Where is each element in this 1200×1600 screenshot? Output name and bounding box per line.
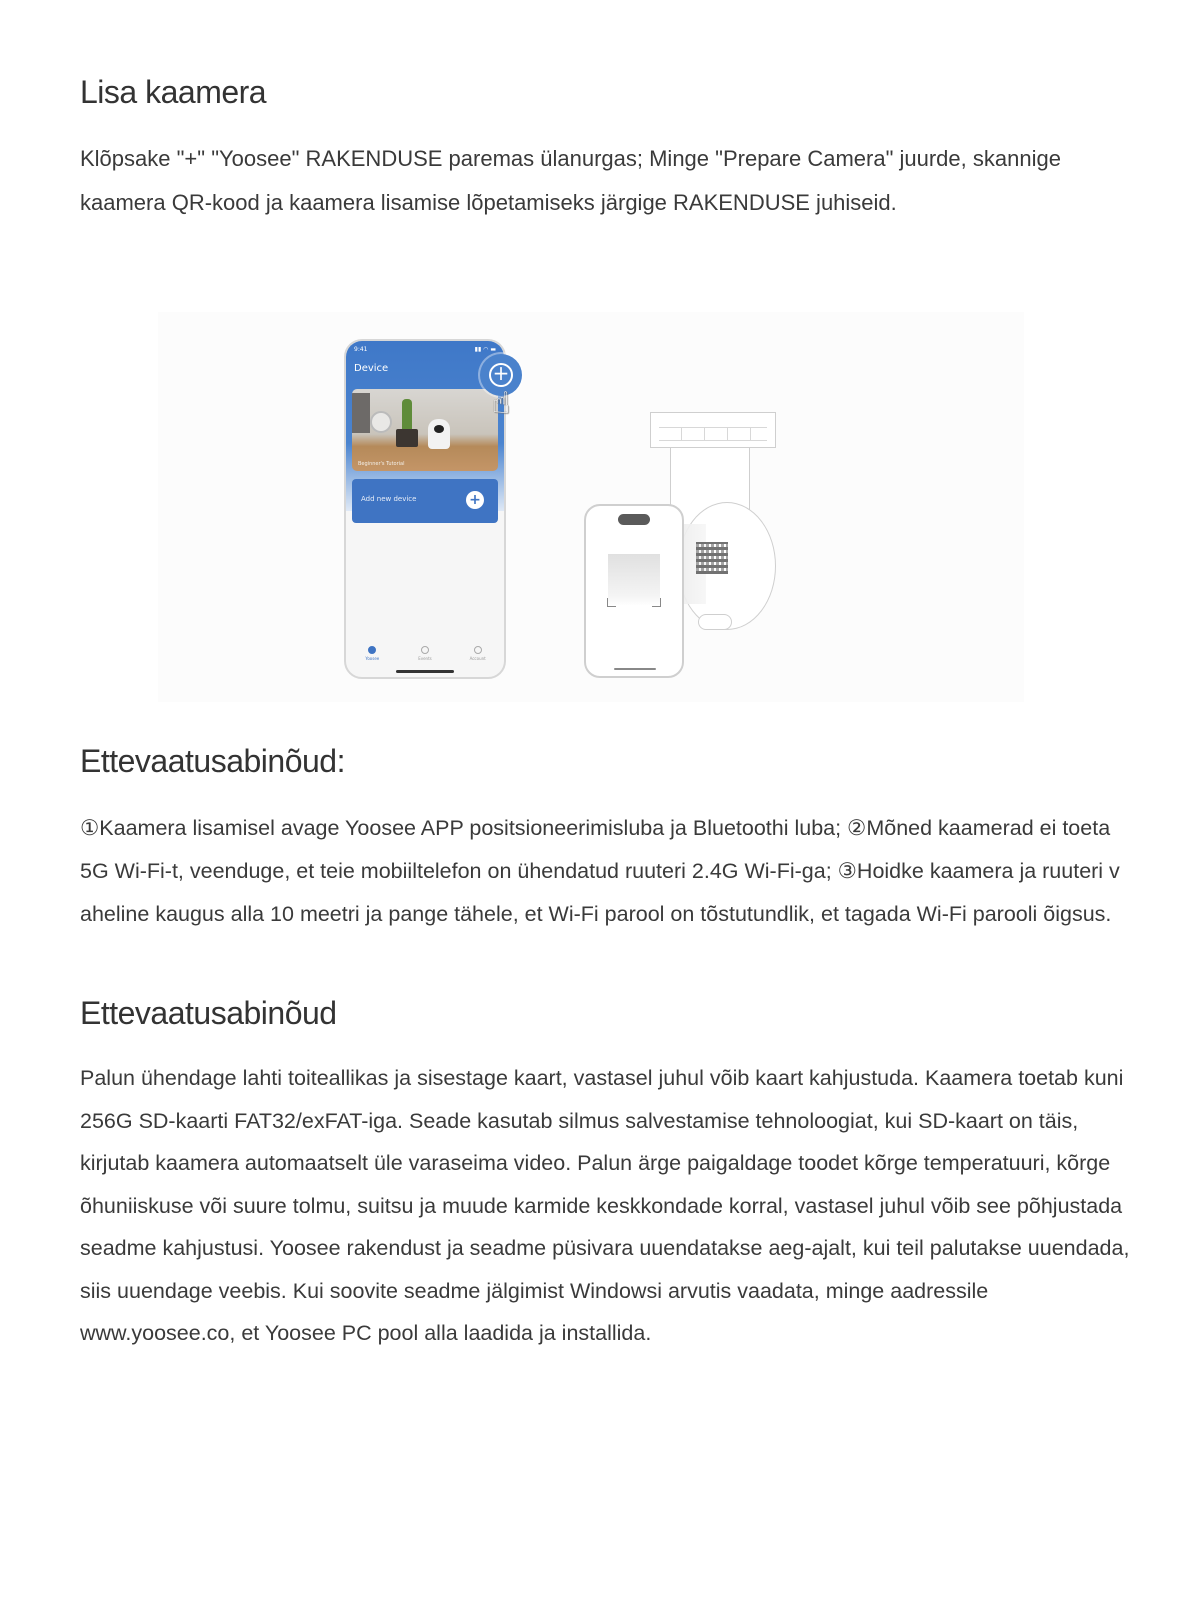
qr-code-icon [696, 542, 728, 574]
pointing-hand-icon: ☝ [492, 386, 511, 421]
section-title-add-camera: Lisa kaamera [80, 74, 267, 110]
camera-tab-icon [368, 646, 376, 654]
pot-shape [396, 429, 418, 447]
scan-frame-icon [608, 554, 660, 606]
app-phone-mockup [344, 339, 506, 679]
home-indicator [614, 668, 656, 670]
home-indicator [396, 670, 454, 673]
phone-notch [618, 514, 650, 525]
account-tab-icon [474, 646, 482, 654]
tab-yoosee: Yoosee [358, 646, 386, 661]
section-body-precautions-2: Palun ühendage lahti toiteallikas ja sisestage kaart, vastasel juhul võib kaart kahjustuda. Kaamera toetab kuni 256G SD-kaarti FAT32/exFAT-iga. Seade kasutab silmus salvestamise tehnoloogiat, kui SD-kaart on täis, kirjutab kaamera automaatselt üle varaseima video. Palun ärge paigaldage toodet kõrge temperatuuri, kõrge õhuniiskuse või suure tolmu, suitsu ja muude karmide keskkondade korral, vastasel juhul võib see põhjustada seadme kahjustusi. Yoosee rakendust ja seadme püsivara uuendatakse aeg-ajalt, kui teil palutakse uuendada, siis uuendage veebis. Kui soovite seadme jälgimist Windowsi arvutis vaadata, minge aadressile www.yoosee.co, et Yoosee PC pool alla laadida ja installida. [80, 1066, 1130, 1345]
camera-shape [428, 419, 450, 449]
add-new-device-label: Add new device [361, 495, 417, 503]
setup-illustration [158, 312, 1024, 702]
tab-events: Events [411, 646, 439, 661]
section-body-precautions-1: ①Kaamera lisamisel avage Yoosee APP positsioneerimisluba ja Bluetoothi luba; ②Mõned kaamerad ei toeta 5G Wi-Fi-t, veenduge, et teie mobiiltelefon on ühendatud ruuteri 2.4G Wi-Fi-ga; ③Hoidke kaamera ja ruuteri vaheline kaugus alla 10 meetri ja pange tähele, et Wi-Fi parool on tõstutundlik, et tagada Wi-Fi parooli õigsus. [80, 816, 1120, 926]
photo-frame-shape [352, 393, 370, 433]
status-icons: ▮▮ ◠ ▬ [474, 346, 496, 353]
status-bar [354, 346, 496, 353]
app-tab-bar [346, 646, 504, 661]
section-title-precautions-1: Ettevaatusabinõud: [80, 743, 345, 779]
plus-icon: + [466, 491, 484, 509]
section-body-add-camera: Klõpsake "+" "Yoosee" RAKENDUSE paremas ülanurgas; Minge "Prepare Camera" juurde, skannige kaamera QR-kood ja kaamera lisamise lõpetamiseks järgige RAKENDUSE juhiseid. [80, 146, 1061, 215]
app-title: Device [354, 363, 389, 374]
tutorial-caption: Beginner's Tutorial [358, 461, 405, 467]
add-new-device-card [352, 479, 498, 523]
camera-button [698, 614, 732, 630]
status-time: 9:41 [354, 346, 368, 353]
tutorial-video-thumbnail [352, 389, 498, 471]
clock-shape [370, 411, 392, 433]
tab-account: Account [464, 646, 492, 661]
section-title-precautions-2: Ettevaatusabinõud [80, 995, 337, 1031]
ceiling-mount-bracket [650, 412, 776, 448]
events-tab-icon [421, 646, 429, 654]
scanning-phone-mockup [584, 504, 684, 678]
